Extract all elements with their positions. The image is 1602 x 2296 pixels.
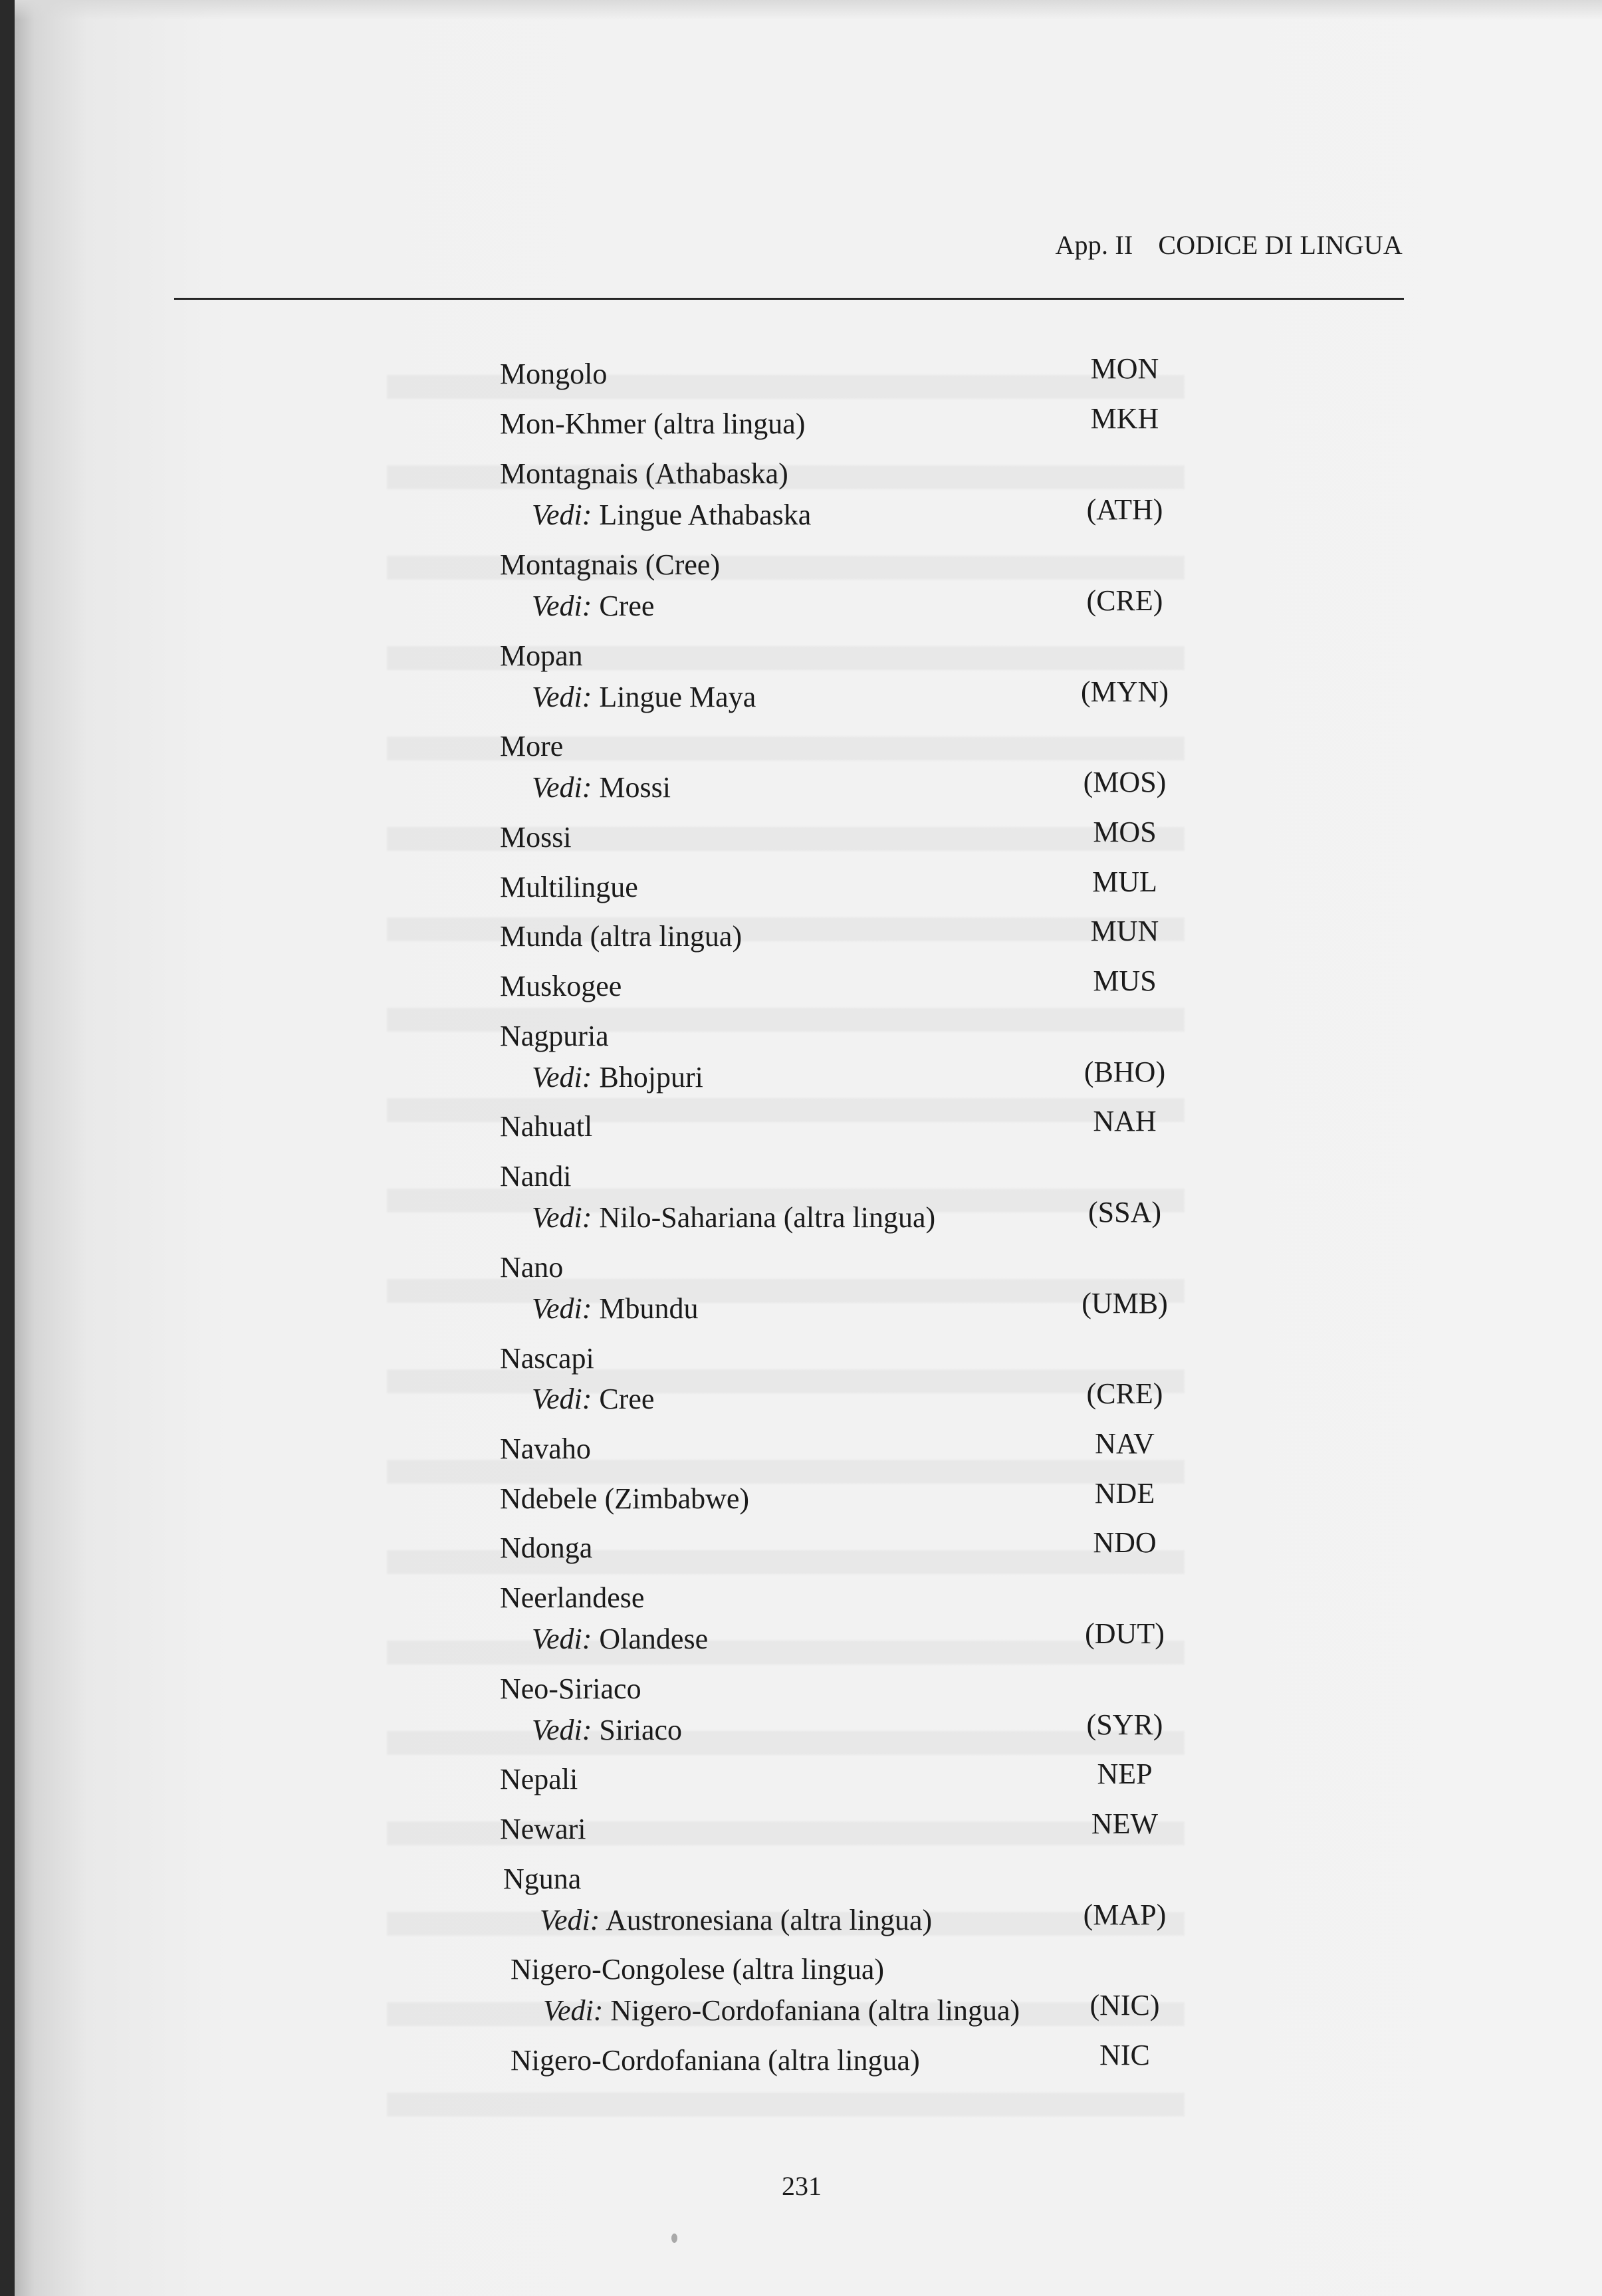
language-name: Navaho bbox=[500, 1433, 591, 1465]
language-name: Neo-Siriaco bbox=[500, 1672, 641, 1705]
language-name: Newari bbox=[500, 1813, 586, 1845]
see-target: Mossi bbox=[592, 771, 671, 804]
see-target: Lingue Athabaska bbox=[592, 499, 812, 531]
see-target: Mbundu bbox=[592, 1292, 699, 1325]
language-name: Nguna bbox=[503, 1863, 582, 1895]
language-code: NIC bbox=[1099, 2039, 1150, 2071]
vedi-label: Vedi: bbox=[532, 1623, 592, 1655]
see-reference bbox=[532, 1710, 682, 1750]
language-name: Nandi bbox=[500, 1160, 572, 1193]
see-target: Nilo-Sahariana (altra lingua) bbox=[592, 1201, 936, 1234]
language-code: (SSA) bbox=[1087, 1196, 1162, 1228]
see-target: Cree bbox=[592, 1383, 655, 1415]
language-code: MOS bbox=[1093, 816, 1157, 848]
language-code: (MOS) bbox=[1083, 766, 1167, 798]
language-code: (ATH) bbox=[1086, 493, 1163, 526]
language-name: Nigero-Congolese (altra lingua) bbox=[511, 1953, 885, 1986]
see-target: Olandese bbox=[592, 1623, 709, 1655]
language-name: Montagnais (Athabaska) bbox=[500, 457, 788, 490]
vedi-label: Vedi: bbox=[532, 1201, 592, 1234]
language-code: (UMB) bbox=[1082, 1287, 1168, 1320]
language-name: Munda (altra lingua) bbox=[500, 920, 743, 953]
language-name: Nascapi bbox=[500, 1342, 594, 1375]
language-code: NDO bbox=[1093, 1526, 1157, 1559]
language-code: (MYN) bbox=[1081, 675, 1169, 708]
language-code: NAH bbox=[1093, 1105, 1157, 1137]
language-name: Nahuatl bbox=[500, 1110, 593, 1143]
see-reference bbox=[532, 768, 671, 808]
language-name: Muskogee bbox=[500, 970, 622, 1002]
language-code: NAV bbox=[1095, 1427, 1155, 1460]
language-code: (DUT) bbox=[1085, 1617, 1165, 1650]
see-reference bbox=[540, 1900, 932, 1940]
see-reference bbox=[532, 1379, 654, 1419]
language-name: Ndebele (Zimbabwe) bbox=[500, 1482, 750, 1515]
language-code: MON bbox=[1090, 352, 1159, 385]
language-code: MKH bbox=[1090, 402, 1159, 435]
vedi-label: Vedi: bbox=[532, 499, 592, 531]
vedi-label: Vedi: bbox=[543, 1994, 604, 2027]
see-reference bbox=[532, 677, 756, 717]
vedi-label: Vedi: bbox=[532, 1383, 592, 1415]
see-target: Austronesiana (altra lingua) bbox=[600, 1904, 933, 1936]
vedi-label: Vedi: bbox=[540, 1904, 600, 1936]
paper-speck bbox=[671, 2234, 677, 2243]
see-target: Lingue Maya bbox=[592, 681, 756, 713]
language-code: MUS bbox=[1093, 965, 1157, 997]
vedi-label: Vedi: bbox=[532, 681, 592, 713]
language-code: NEW bbox=[1091, 1807, 1159, 1840]
vedi-label: Vedi: bbox=[532, 1292, 592, 1325]
language-code: NDE bbox=[1094, 1477, 1155, 1510]
see-target: Nigero-Cordofaniana (altra lingua) bbox=[603, 1994, 1020, 2027]
vedi-label: Vedi: bbox=[532, 590, 592, 622]
appendix-label: App. II bbox=[1055, 230, 1133, 260]
language-name: Mopan bbox=[500, 639, 583, 672]
see-reference bbox=[532, 1198, 935, 1238]
language-name: Nepali bbox=[500, 1763, 578, 1795]
language-code: (BHO) bbox=[1084, 1056, 1166, 1088]
vedi-label: Vedi: bbox=[532, 1714, 592, 1746]
vedi-label: Vedi: bbox=[532, 1061, 592, 1093]
header-title: CODICE DI LINGUA bbox=[1158, 230, 1403, 260]
language-code: NEP bbox=[1097, 1758, 1153, 1790]
language-code: MUN bbox=[1090, 915, 1159, 947]
see-reference bbox=[532, 495, 811, 535]
language-name: Mongolo bbox=[500, 358, 608, 390]
language-code: MUL bbox=[1092, 865, 1157, 898]
language-name: Ndonga bbox=[500, 1532, 593, 1564]
language-name: Nano bbox=[500, 1251, 564, 1284]
see-reference bbox=[532, 1619, 708, 1659]
see-target: Siriaco bbox=[592, 1714, 683, 1746]
language-code: (MAP) bbox=[1083, 1898, 1167, 1931]
language-name: More bbox=[500, 730, 564, 762]
language-name: Mon-Khmer (altra lingua) bbox=[500, 407, 806, 440]
page-number: 231 bbox=[782, 2171, 822, 2201]
language-name: Multilingue bbox=[500, 871, 638, 903]
vedi-label: Vedi: bbox=[532, 771, 592, 804]
language-code: (SYR) bbox=[1086, 1708, 1163, 1741]
language-code: (NIC) bbox=[1089, 1989, 1160, 2021]
language-code: (CRE) bbox=[1086, 584, 1163, 617]
see-reference bbox=[532, 1058, 703, 1097]
book-page bbox=[15, 0, 1602, 2296]
language-name: Mossi bbox=[500, 821, 572, 854]
see-reference bbox=[532, 586, 654, 626]
language-name: Nigero-Cordofaniana (altra lingua) bbox=[511, 2044, 920, 2077]
see-reference bbox=[532, 1289, 699, 1329]
entry-list bbox=[15, 0, 1602, 2296]
see-reference bbox=[543, 1991, 1020, 2031]
language-name: Nagpuria bbox=[500, 1020, 609, 1052]
language-name: Montagnais (Cree) bbox=[500, 548, 721, 581]
see-target: Cree bbox=[592, 590, 655, 622]
see-target: Bhojpuri bbox=[592, 1061, 703, 1093]
language-code: (CRE) bbox=[1086, 1377, 1163, 1410]
language-name: Neerlandese bbox=[500, 1581, 645, 1614]
